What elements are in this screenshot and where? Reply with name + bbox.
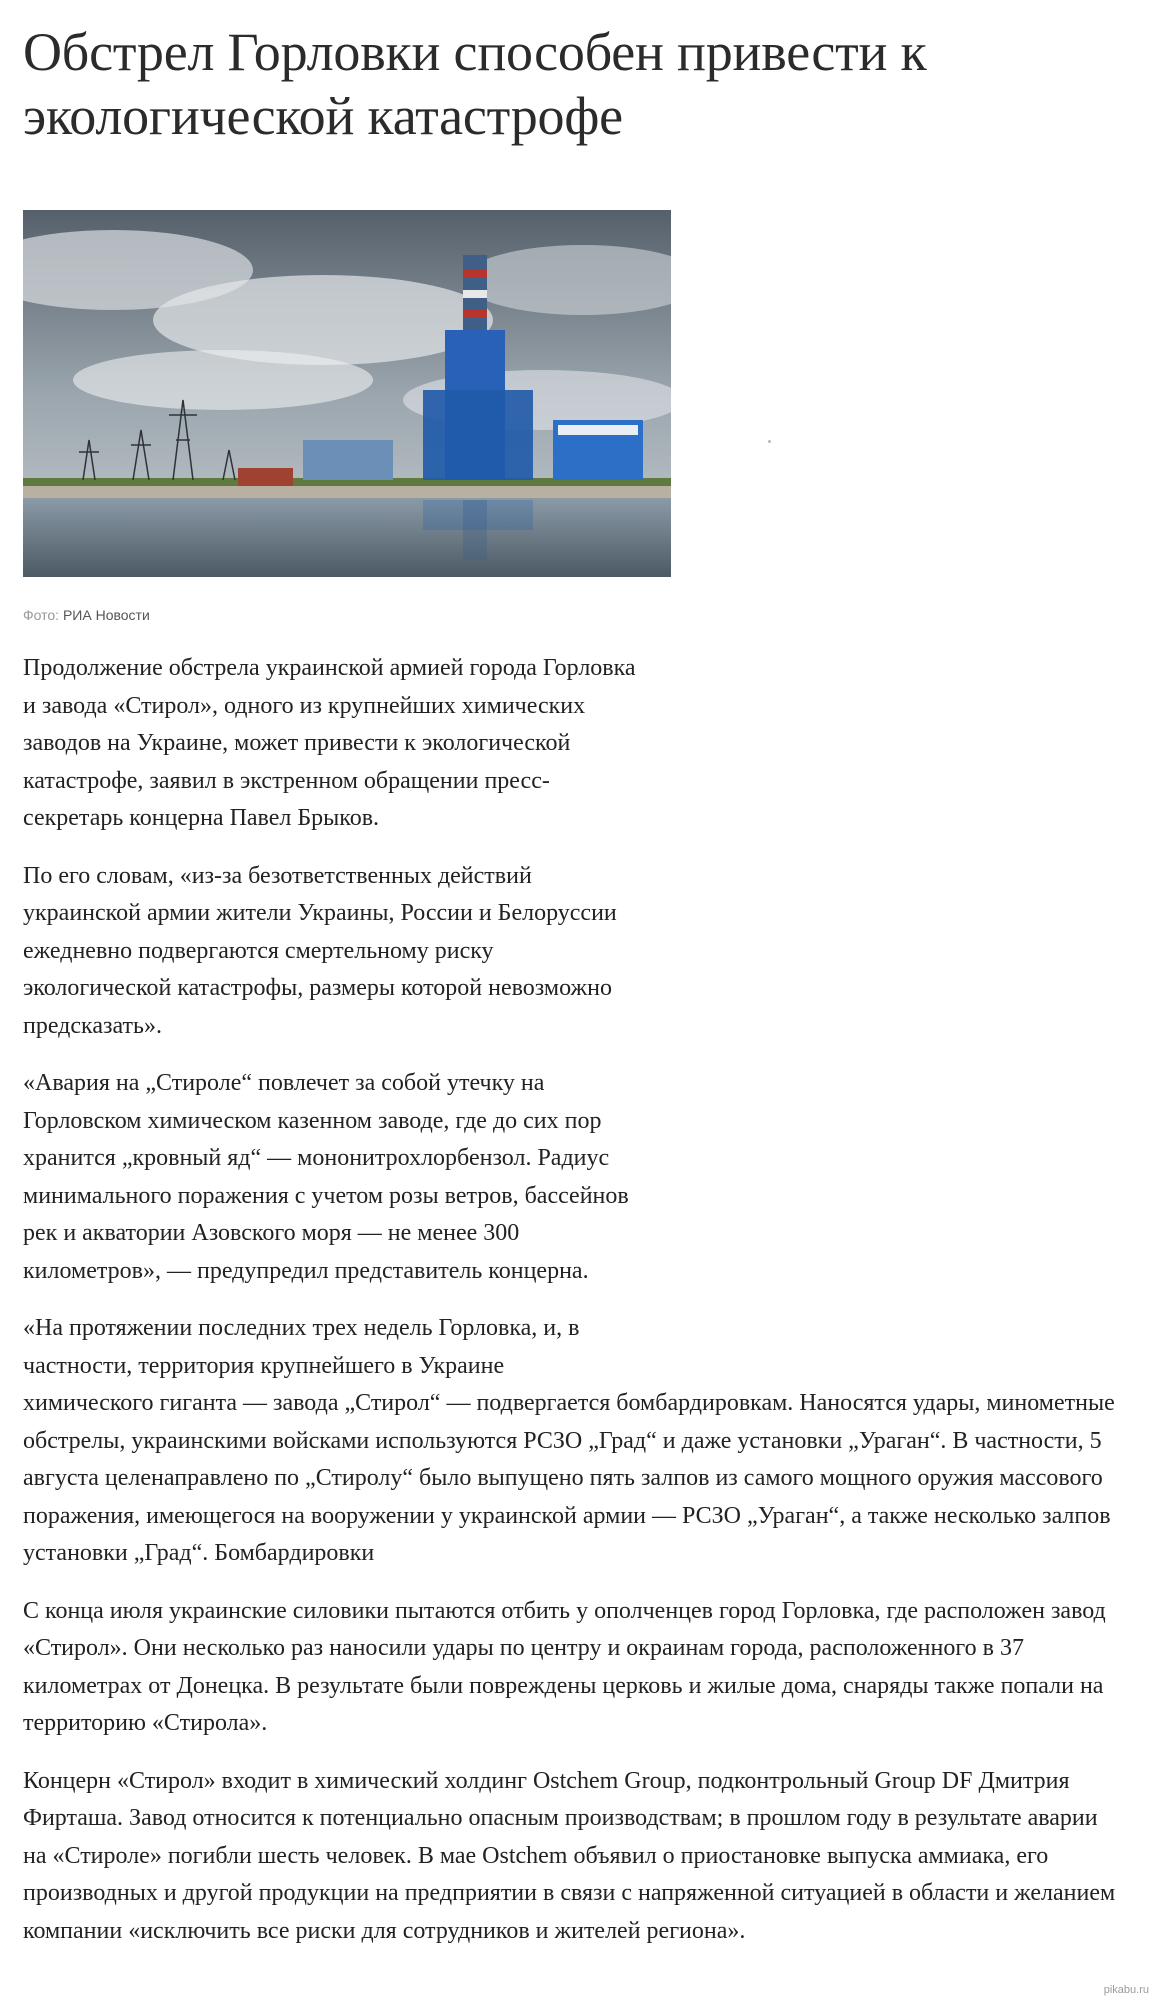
paragraph: «Авария на „Стироле“ повлечет за собой утечку на Горловском химическом казенном заводе, где до сих пор хранится „кровный яд“ — мононитрохлорбензол. Радиус минимального поражения с учетом розы ветров, бассейнов рек и акватории Азовского моря — не менее 300 километров», — предупредил представитель концерна. xyxy=(23,1070,629,1284)
article-title: Обстрел Горловки способен привести к экологической катастрофе xyxy=(23,22,927,146)
photo-caption xyxy=(23,607,150,623)
separator-dot xyxy=(768,440,771,443)
article xyxy=(23,20,1133,1944)
paragraph: химического гиганта — завода „Стирол“ — подвергается бомбардировкам. Наносятся удары, минометные обстрелы, украинскими войсками используются РСЗО „Град“ и даже установки „Ураган“. В частности, 5 августа целенаправлено по „Стиролу“ было выпущено пять залпов из самого мощного оружия массового поражения, имеющегося на вооружении у украинской армии — РСЗО „Ураган“, а также несколько залпов установки „Град“. Бомбардировки xyxy=(23,1390,1115,1566)
paragraph: Концерн «Стирол» входит в химический холдинг Ostchem Group, подконтрольный Group DF Дмитрия Фирташа. Завод относится к потенциально опасным производствам; в прошлом году в результате аварии на «Стироле» погибли шесть человек. В мае Ostchem объявил о приостановке выпуска аммиака, его производных и другой продукции на предприятии в связи с напряженной ситуацией в области и желанием компании «исключить все риски для сотрудников и жителей региона». xyxy=(23,1767,1116,1944)
paragraph: С конца июля украинские силовики пытаются отбить у ополченцев город Горловка, где расположен завод «Стирол». Они несколько раз наносили удары по центру и окраинам города, расположенного в 37 километрах от Донецка. В результате были повреждены церковь и жилые дома, снаряды также попали на территорию «Стирола». xyxy=(23,1597,1106,1736)
article-photo xyxy=(23,210,671,577)
photo-caption-label: Фото: xyxy=(23,607,60,623)
paragraph: «На протяжении последних трех недель Горловка, и, в частности, территория крупнейшего в Украине xyxy=(23,1315,580,1379)
paragraph: Продолжение обстрела украинской армией города Горловка и завода «Стирол», одного из крупнейших химических заводов на Украине, может привести к экологической катастрофе, заявил в экстренном обращении пресс-секретарь концерна Павел Брыков. xyxy=(23,655,636,831)
site-watermark: pikabu.ru xyxy=(1103,1984,1149,1996)
paragraph: По его словам, «из-за безответственных действий украинской армии жители Украины, России и Белоруссии ежедневно подвергаются смертельному риску экологической катастрофы, размеры которой невозможно предсказать». xyxy=(23,862,617,1039)
photo-caption-source: РИА Новости xyxy=(62,607,150,623)
factory-photo-image xyxy=(23,210,671,577)
article-body xyxy=(23,650,1123,1970)
